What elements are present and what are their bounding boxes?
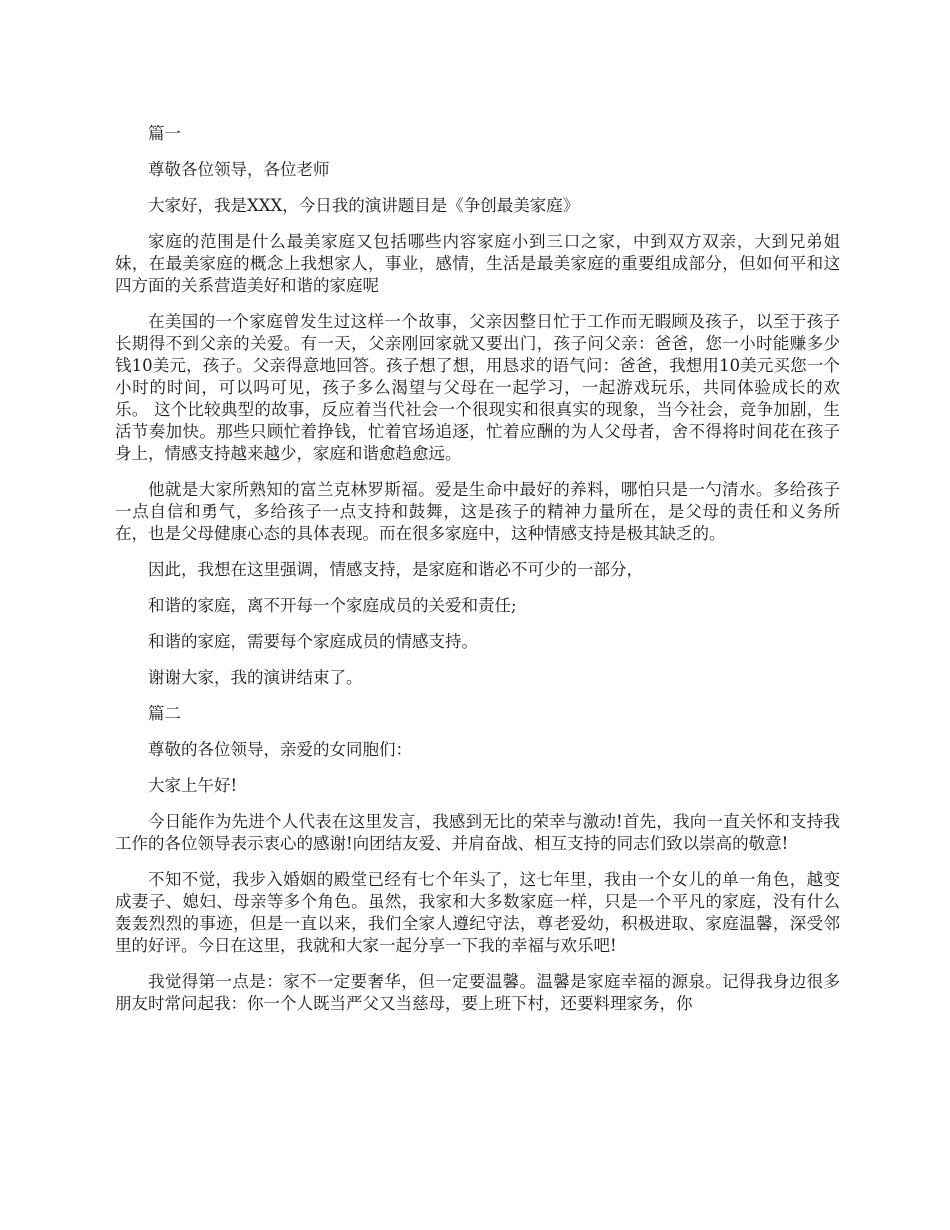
greeting-2: 大家上午好! [148, 776, 238, 795]
paragraph: 我觉得第一点是：家不一定要奢华，但一定要温馨。温馨是家庭幸福的源泉。记得我身边很多朋友时常问起我：你一个人既当严父又当慈母，要上班下村，还要料理家务，你 [115, 972, 840, 1013]
section-heading-2: 篇二 [148, 704, 181, 723]
paragraph: 和谐的家庭，离不开每一个家庭成员的关爱和责任; [148, 596, 517, 615]
paragraph: 在美国的一个家庭曾发生过这样一个故事，父亲因整日忙于工作而无暇顾及孩子，以至于孩子长期得不到父亲的关爱。有一天，父亲刚回家就又要出门，孩子问父亲：爸爸，您一小时能赚多少钱10美元，孩子。父亲得意地回答。孩子想了想，用恳求的语气问：爸爸，我想用10美元买您一个小时的时间，可以吗可见，孩子多么渴望与父母在一起学习，一起游戏玩乐，共同体验成长的欢乐。 这个比较典型的故事，反应着当代社会一个很现实和很真实的现象，当今社会，竞争加剧，生活节奏加快。那些只顾忙着挣钱，忙着官场追逐，忙着应酬的为人父母者，舍不得将时间花在孩子身上，情感支持越来越少，家庭和谐愈趋愈远。 [115, 312, 840, 463]
document-body [115, 123, 840, 1029]
paragraph: 不知不觉，我步入婚姻的殿堂已经有七个年头了，这七年里，我由一个女儿的单一角色，越变成妻子、媳妇、母亲等多个角色。虽然，我家和大多数家庭一样，只是一个平凡的家庭，没有什么轰轰烈烈的事迹，但是一直以来，我们全家人遵纪守法，尊老爱幼，积极进取、家庭温馨，深受邻里的好评。今日在这里，我就和大家一起分享一下我的幸福与欢乐吧! [115, 870, 840, 955]
paragraph: 因此，我想在这里强调，情感支持，是家庭和谐必不可少的一部分， [148, 560, 643, 579]
closing-1: 谢谢大家，我的演讲结束了。 [148, 668, 363, 687]
paragraph: 家庭的范围是什么最美家庭又包括哪些内容家庭小到三口之家，中到双方双亲，大到兄弟姐妹，在最美家庭的概念上我想家人，事业，感情，生活是最美家庭的重要组成部分，但如何平和这四方面的关系营造美好和谐的家庭呢 [115, 232, 840, 295]
paragraph: 和谐的家庭，需要每个家庭成员的情感支持。 [148, 632, 478, 651]
paragraph: 今日能作为先进个人代表在这里发言，我感到无比的荣幸与激动!首先，我向一直关怀和支持我工作的各位领导表示衷心的感谢!向团结友爱、并肩奋战、相互支持的同志们致以崇高的敬意! [115, 812, 840, 853]
salutation-1: 尊敬各位领导，各位老师 [148, 160, 330, 179]
section-heading-1: 篇一 [148, 124, 181, 143]
paragraph: 他就是大家所熟知的富兰克林罗斯福。爱是生命中最好的养料，哪怕只是一勺清水。多给孩子一点自信和勇气，多给孩子一点支持和鼓舞，这是孩子的精神力量所在，是父母的责任和义务所在，也是父母健康心态的具体表现。而在很多家庭中，这种情感支持是极其缺乏的。 [115, 480, 840, 543]
greeting-1: 大家好，我是XXX，今日我的演讲题目是《争创最美家庭》 [148, 196, 580, 215]
salutation-2: 尊敬的各位领导，亲爱的女同胞们： [148, 740, 412, 759]
